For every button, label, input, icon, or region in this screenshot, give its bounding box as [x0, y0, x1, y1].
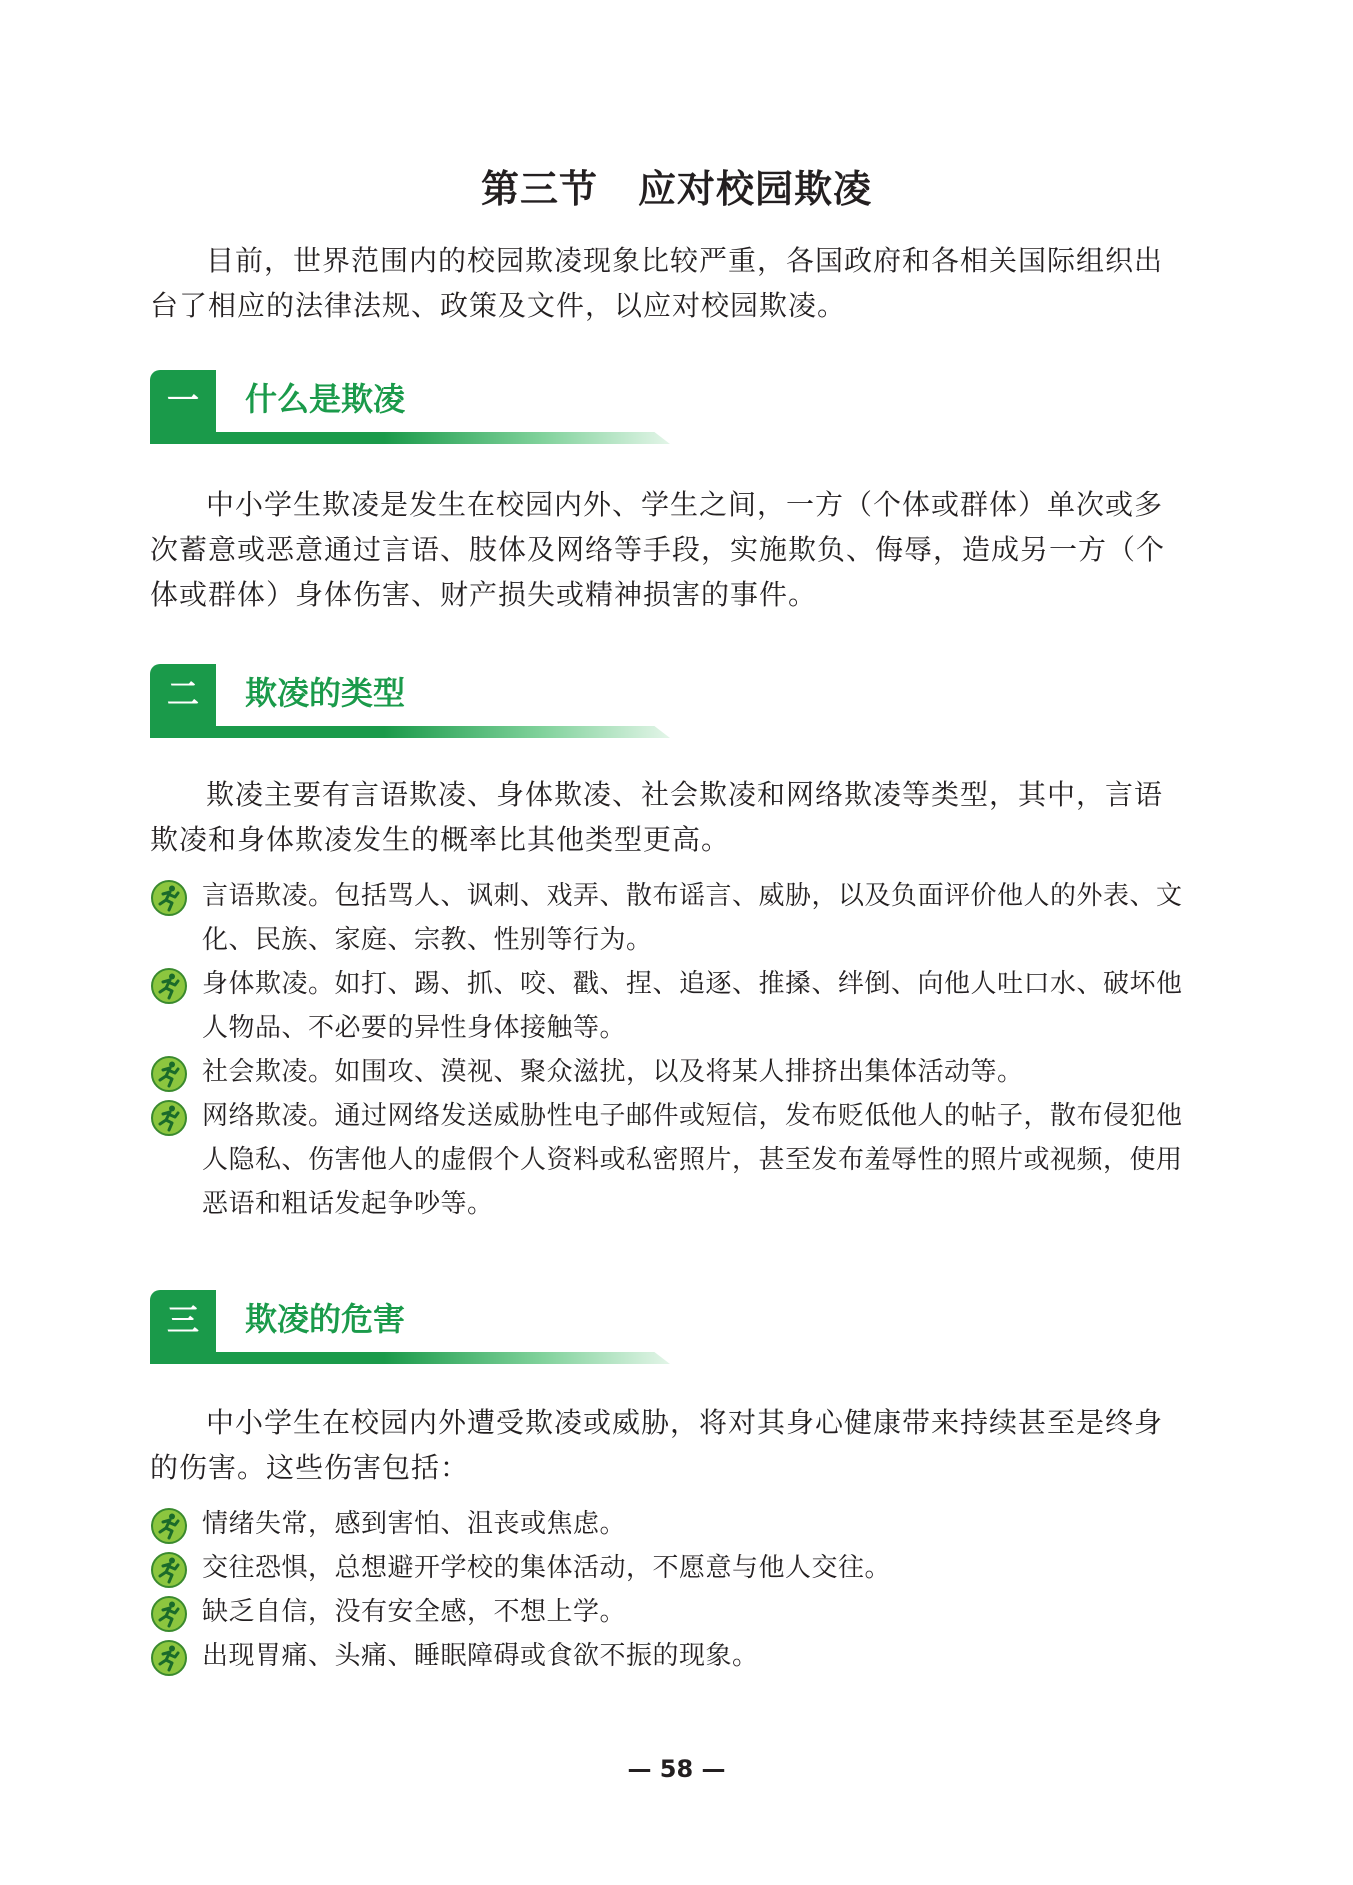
subsection-heading-2 [150, 664, 670, 738]
list-item: 身体欺凌。如打、踢、抓、咬、戳、捏、追逐、推搡、绊倒、向他人吐口水、破坏他人物品、不必要的异性身体接触等。 [150, 962, 1200, 1050]
page-number: — 58 — [627, 1755, 726, 1783]
running-person-icon [150, 1639, 188, 1677]
subsection-heading-1 [150, 370, 670, 444]
running-person-icon [150, 879, 188, 917]
subsection-number: 三 [150, 1290, 216, 1352]
running-person-icon [150, 967, 188, 1005]
running-person-icon [150, 1507, 188, 1545]
subsection-title: 欺凌的危害 [245, 1300, 406, 1338]
subsection-number: 一 [150, 370, 216, 432]
running-person-icon [150, 1099, 188, 1137]
subsection-title: 欺凌的类型 [245, 674, 406, 712]
section-title [0, 158, 1353, 213]
definition-paragraph: 中小学生欺凌是发生在校园内外、学生之间，一方（个体或群体）单次或多次蓄意或恶意通过言语、肢体及网络等手段，实施欺负、侮辱，造成另一方（个体或群体）身体伤害、财产损失或精神损害的事件。 [150, 488, 1166, 611]
list-item: 情绪失常，感到害怕、沮丧或焦虑。 [150, 1502, 1200, 1546]
list-item: 网络欺凌。通过网络发送威胁性电子邮件或短信，发布贬低他人的帖子，散布侵犯他人隐私、伤害他人的虚假个人资料或私密照片，甚至发布羞辱性的照片或视频，使用恶语和粗话发起争吵等。 [150, 1094, 1200, 1226]
types-paragraph: 欺凌主要有言语欺凌、身体欺凌、社会欺凌和网络欺凌等类型，其中，言语欺凌和身体欺凌发生的概率比其他类型更高。 [150, 778, 1164, 856]
subsection-title: 什么是欺凌 [245, 380, 406, 418]
heading-underline-bar [150, 1352, 670, 1364]
list-item: 出现胃痛、头痛、睡眠障碍或食欲不振的现象。 [150, 1634, 1200, 1678]
subsection-heading-3 [150, 1290, 670, 1364]
running-person-icon [150, 1595, 188, 1633]
subsection-number: 二 [150, 664, 216, 726]
section-title-text: 应对校园欺凌 [638, 167, 873, 211]
list-item: 社会欺凌。如围攻、漠视、聚众滋扰，以及将某人排挤出集体活动等。 [150, 1050, 1200, 1094]
list-item: 缺乏自信，没有安全感，不想上学。 [150, 1590, 1200, 1634]
list-item: 交往恐惧，总想避开学校的集体活动，不愿意与他人交往。 [150, 1546, 1200, 1590]
list-item: 言语欺凌。包括骂人、讽刺、戏弄、散布谣言、威胁，以及负面评价他人的外表、文化、民族、家庭、宗教、性别等行为。 [150, 874, 1200, 962]
running-person-icon [150, 1551, 188, 1589]
section-number-label: 第三节 [480, 167, 598, 211]
bullying-harms-list [150, 1502, 1200, 1678]
harm-paragraph: 中小学生在校园内外遭受欺凌或威胁，将对其身心健康带来持续甚至是终身的伤害。这些伤害包括： [150, 1406, 1164, 1484]
bullying-types-list [150, 874, 1200, 1226]
heading-underline-bar [150, 726, 670, 738]
running-person-icon [150, 1055, 188, 1093]
heading-underline-bar [150, 432, 670, 444]
intro-paragraph: 目前，世界范围内的校园欺凌现象比较严重，各国政府和各相关国际组织出台了相应的法律法规、政策及文件，以应对校园欺凌。 [150, 244, 1164, 322]
